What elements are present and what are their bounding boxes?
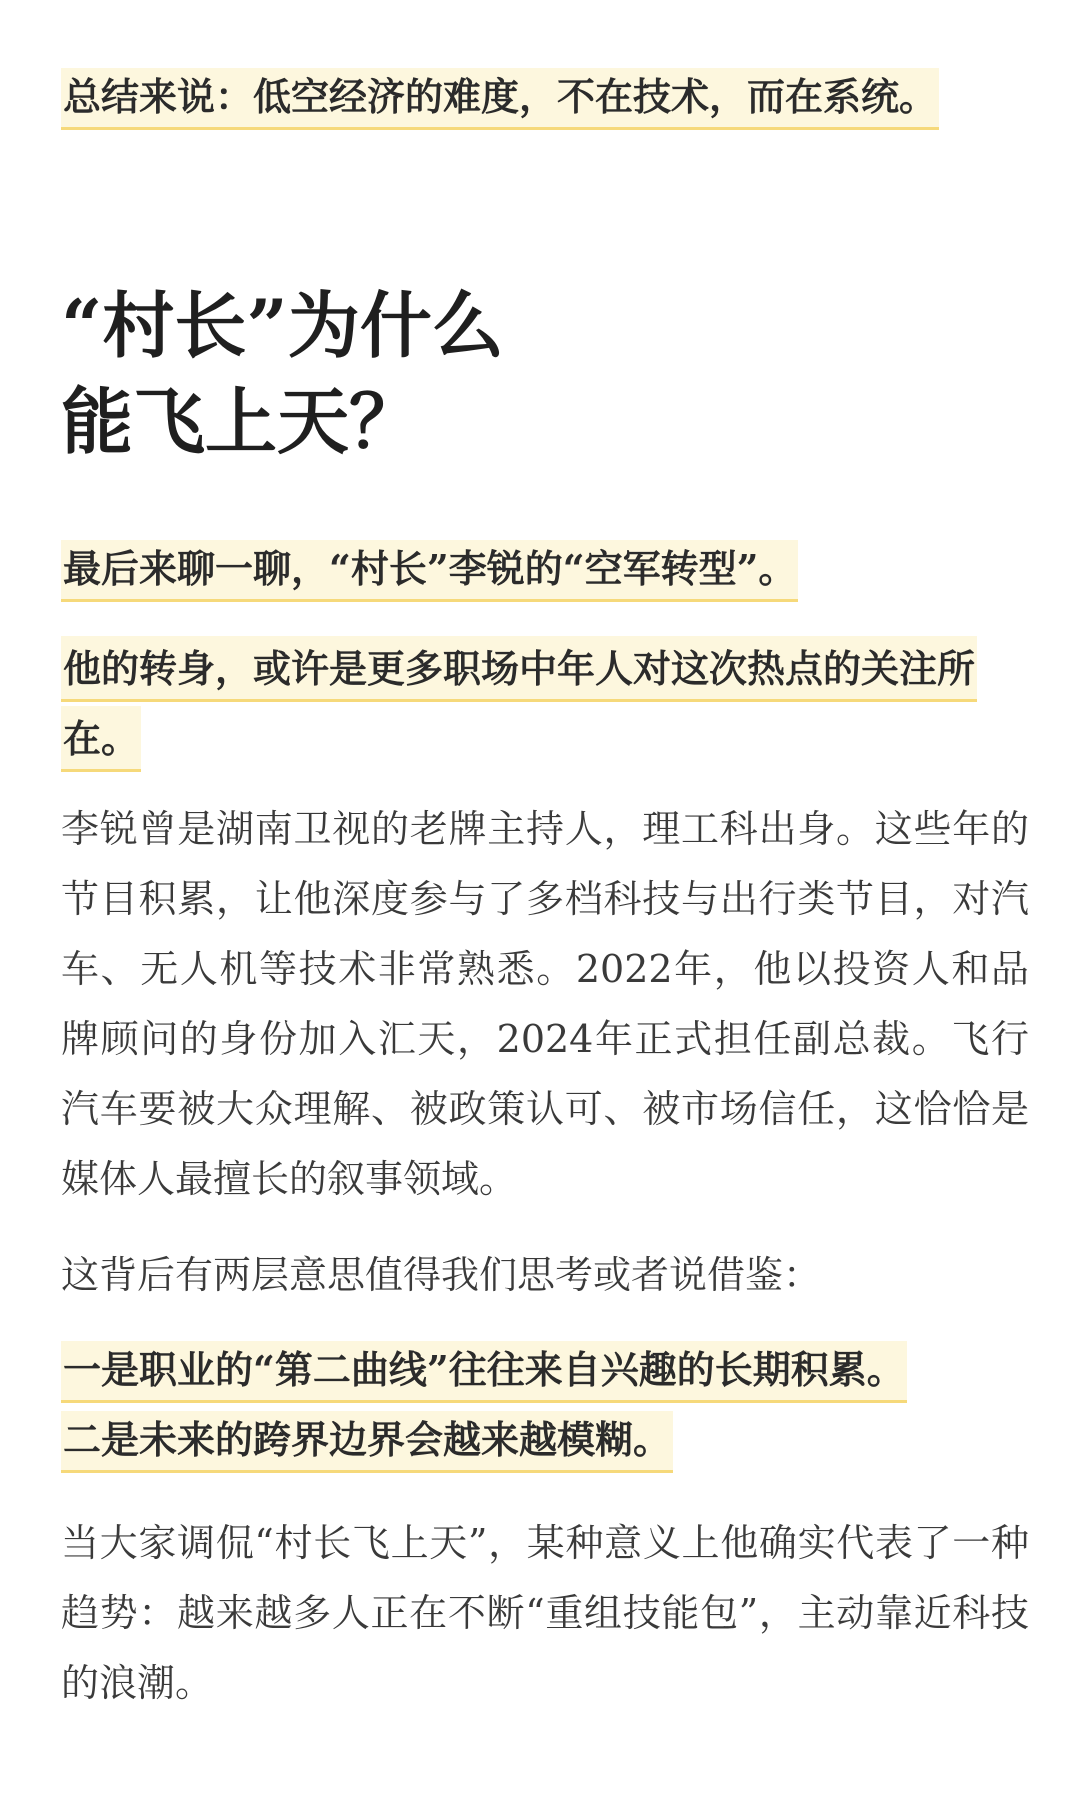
focus-highlight (61, 634, 1029, 774)
takeaway-1: 一是职业的“第二曲线”往往来自兴趣的长期积累。 (61, 1341, 907, 1403)
closing-paragraph: 当大家调侃“村长飞上天”，某种意义上他确实代表了一种趋势：越来越多人正在不断“重组技能包”，主动靠近科技的浪潮。 (61, 1521, 1029, 1705)
focus-highlight-text: 他的转身，或许是更多职场中年人对这次热点的关注所在。 (61, 636, 977, 772)
intro-highlight: 最后来聊一聊，“村长”李锐的“空军转型”。 (61, 540, 798, 602)
takeaway-2: 二是未来的跨界边界会越来越模糊。 (61, 1411, 673, 1473)
section-heading (61, 278, 504, 470)
summary-highlight: 总结来说：低空经济的难度，不在技术，而在系统。 (61, 68, 939, 130)
section-heading-line-1: “村长”为什么 (61, 283, 504, 368)
bio-paragraph: 李锐曾是湖南卫视的老牌主持人，理工科出身。这些年的节目积累，让他深度参与了多档科技与出行类节目，对汽车、无人机等技术非常熟悉。2022年，他以投资人和品牌顾问的身份加入汇天，2024年正式担任副总裁。飞行汽车要被大众理解、被政策认可、被市场信任，这恰恰是媒体人最擅长的叙事领域。 (61, 807, 1029, 1201)
section-heading-line-2: 能飞上天？ (61, 379, 422, 464)
reflection-intro: 这背后有两层意思值得我们思考或者说借鉴： (61, 1253, 822, 1297)
